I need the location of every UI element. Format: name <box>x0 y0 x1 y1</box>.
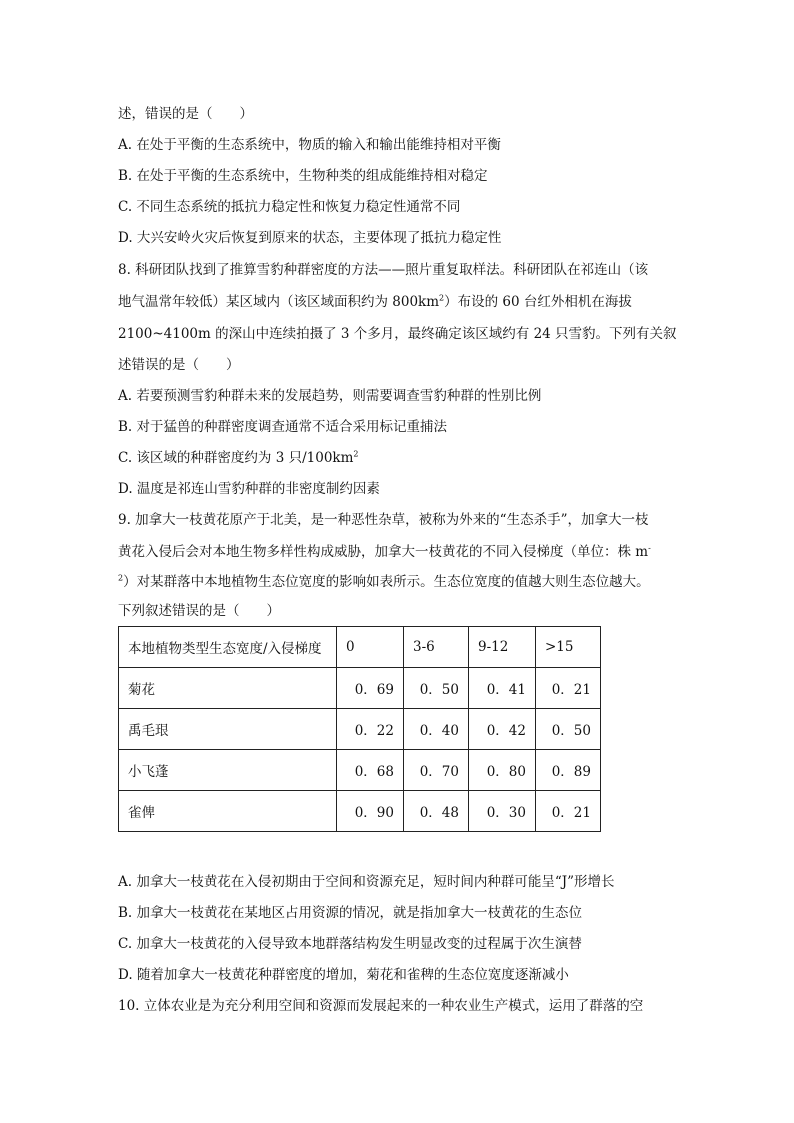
q9-option-b: B. 加拿大一枝黄花在某地区占用资源的情况，就是指加拿大一枝黄花的生态位 <box>118 905 583 921</box>
q7-stem-end: 述，错误的是（ ） <box>118 106 253 122</box>
q9-option-c: C. 加拿大一枝黄花的入侵导致本地群落结构发生明显改变的过程属于次生演替 <box>118 936 582 952</box>
q7-option-b: B. 在处于平衡的生态系统中，生物种类的组成能维持相对稳定 <box>118 168 488 184</box>
table-cell: 0．68 <box>337 750 404 791</box>
q8-option-c-text: C. 该区域的种群密度约为 3 只/100km <box>118 450 354 466</box>
table-cell: 0．69 <box>337 668 404 709</box>
q7-option-c: C. 不同生态系统的抵抗力稳定性和恢复力稳定性通常不同 <box>118 199 461 215</box>
table-cell: 0．70 <box>404 750 469 791</box>
q8-stem-line-3: 2100~4100m 的深山中连续拍摄了 3 个多月，最终确定该区域约有 24 只雪豹。下列有关叙 <box>118 326 677 342</box>
table-cell: 0．21 <box>536 668 601 709</box>
table-cell: 0．48 <box>404 791 469 832</box>
table-cell: 雀俾 <box>119 791 337 832</box>
q9-stem-line-3-text: ）对某群落中本地植物生态位宽度的影响如表所示。生态位宽度的值越大则生态位越大。 <box>123 574 650 590</box>
table-cell: 0．50 <box>536 709 601 750</box>
table-row <box>119 668 601 709</box>
q7-option-a: A. 在处于平衡的生态系统中，物质的输入和输出能维持相对平衡 <box>118 137 501 153</box>
q9-stem-line-2 <box>118 542 651 562</box>
table-header-cell: 0 <box>337 627 404 668</box>
table-header-cell: >15 <box>536 627 601 668</box>
table-row <box>119 709 601 750</box>
q9-stem-line-2-text: 黄花入侵后会对本地生物多样性构成威胁，加拿大一枝黄花的不同入侵梯度（单位：株 m <box>118 544 649 560</box>
q8-option-c-superscript: 2 <box>353 449 359 459</box>
table-cell: 0．50 <box>404 668 469 709</box>
niche-width-table <box>118 626 601 832</box>
q8-option-a: A. 若要预测雪豹种群未来的发展趋势，则需要调查雪豹种群的性别比例 <box>118 388 542 404</box>
table-header-cell: 3-6 <box>404 627 469 668</box>
q8-stem-line-2 <box>118 292 632 312</box>
table-cell: 0．21 <box>536 791 601 832</box>
table-cell: 0．40 <box>404 709 469 750</box>
q9-superscript-2: 2 <box>118 573 124 583</box>
table-cell: 禹毛珢 <box>119 709 337 750</box>
q8-superscript: 2 <box>439 293 445 303</box>
table-cell: 0．42 <box>469 709 536 750</box>
q9-stem-line-4: 下列叙述错误的是（ ） <box>118 603 280 619</box>
q8-stem-line-2-a: 地气温常年较低）某区域内（该区域面积约为 800km <box>118 294 440 310</box>
table-header-row <box>119 627 601 668</box>
table-cell: 0．80 <box>469 750 536 791</box>
q9-stem-line-1: 9. 加拿大一枝黄花原产于北美，是一种恶性杂草，被称为外来的“生态杀手”，加拿大一枝 <box>118 512 649 528</box>
table-cell: 0．90 <box>337 791 404 832</box>
q9-option-a: A. 加拿大一枝黄花在入侵初期由于空间和资源充足，短时间内种群可能呈“J”形增长 <box>118 874 615 890</box>
q8-option-c <box>118 448 359 468</box>
q9-superscript-minus: - <box>648 543 651 553</box>
table-cell: 0．22 <box>337 709 404 750</box>
q9-option-d: D. 随着加拿大一枝黄花种群密度的增加，菊花和雀稗的生态位宽度逐渐减小 <box>118 967 569 983</box>
q8-option-b: B. 对于猛兽的种群密度调查通常不适合采用标记重捕法 <box>118 419 448 435</box>
q9-stem-line-3 <box>118 572 650 592</box>
table-cell: 菊花 <box>119 668 337 709</box>
table-row <box>119 750 601 791</box>
q8-stem-line-4: 述错误的是（ ） <box>118 357 240 373</box>
q10-stem-line-1: 10. 立体农业是为充分利用空间和资源而发展起来的一种农业生产模式，运用了群落的空 <box>118 998 644 1014</box>
table-cell: 0．30 <box>469 791 536 832</box>
q8-stem-line-1: 8. 科研团队找到了推算雪豹种群密度的方法——照片重复取样法。科研团队在祁连山（该 <box>118 262 649 278</box>
q7-option-d: D. 大兴安岭火灾后恢复到原来的状态，主要体现了抵抗力稳定性 <box>118 230 502 246</box>
q8-option-d: D. 温度是祁连山雪豹种群的非密度制约因素 <box>118 481 380 497</box>
table-cell: 0．89 <box>536 750 601 791</box>
table-header-cell: 9-12 <box>469 627 536 668</box>
table-row <box>119 791 601 832</box>
table-header-cell: 本地植物类型生态宽度/入侵梯度 <box>119 627 337 668</box>
table-cell: 小飞蓬 <box>119 750 337 791</box>
q8-stem-line-2-b: ）布设的 60 台红外相机在海拔 <box>444 294 632 310</box>
table-cell: 0．41 <box>469 668 536 709</box>
